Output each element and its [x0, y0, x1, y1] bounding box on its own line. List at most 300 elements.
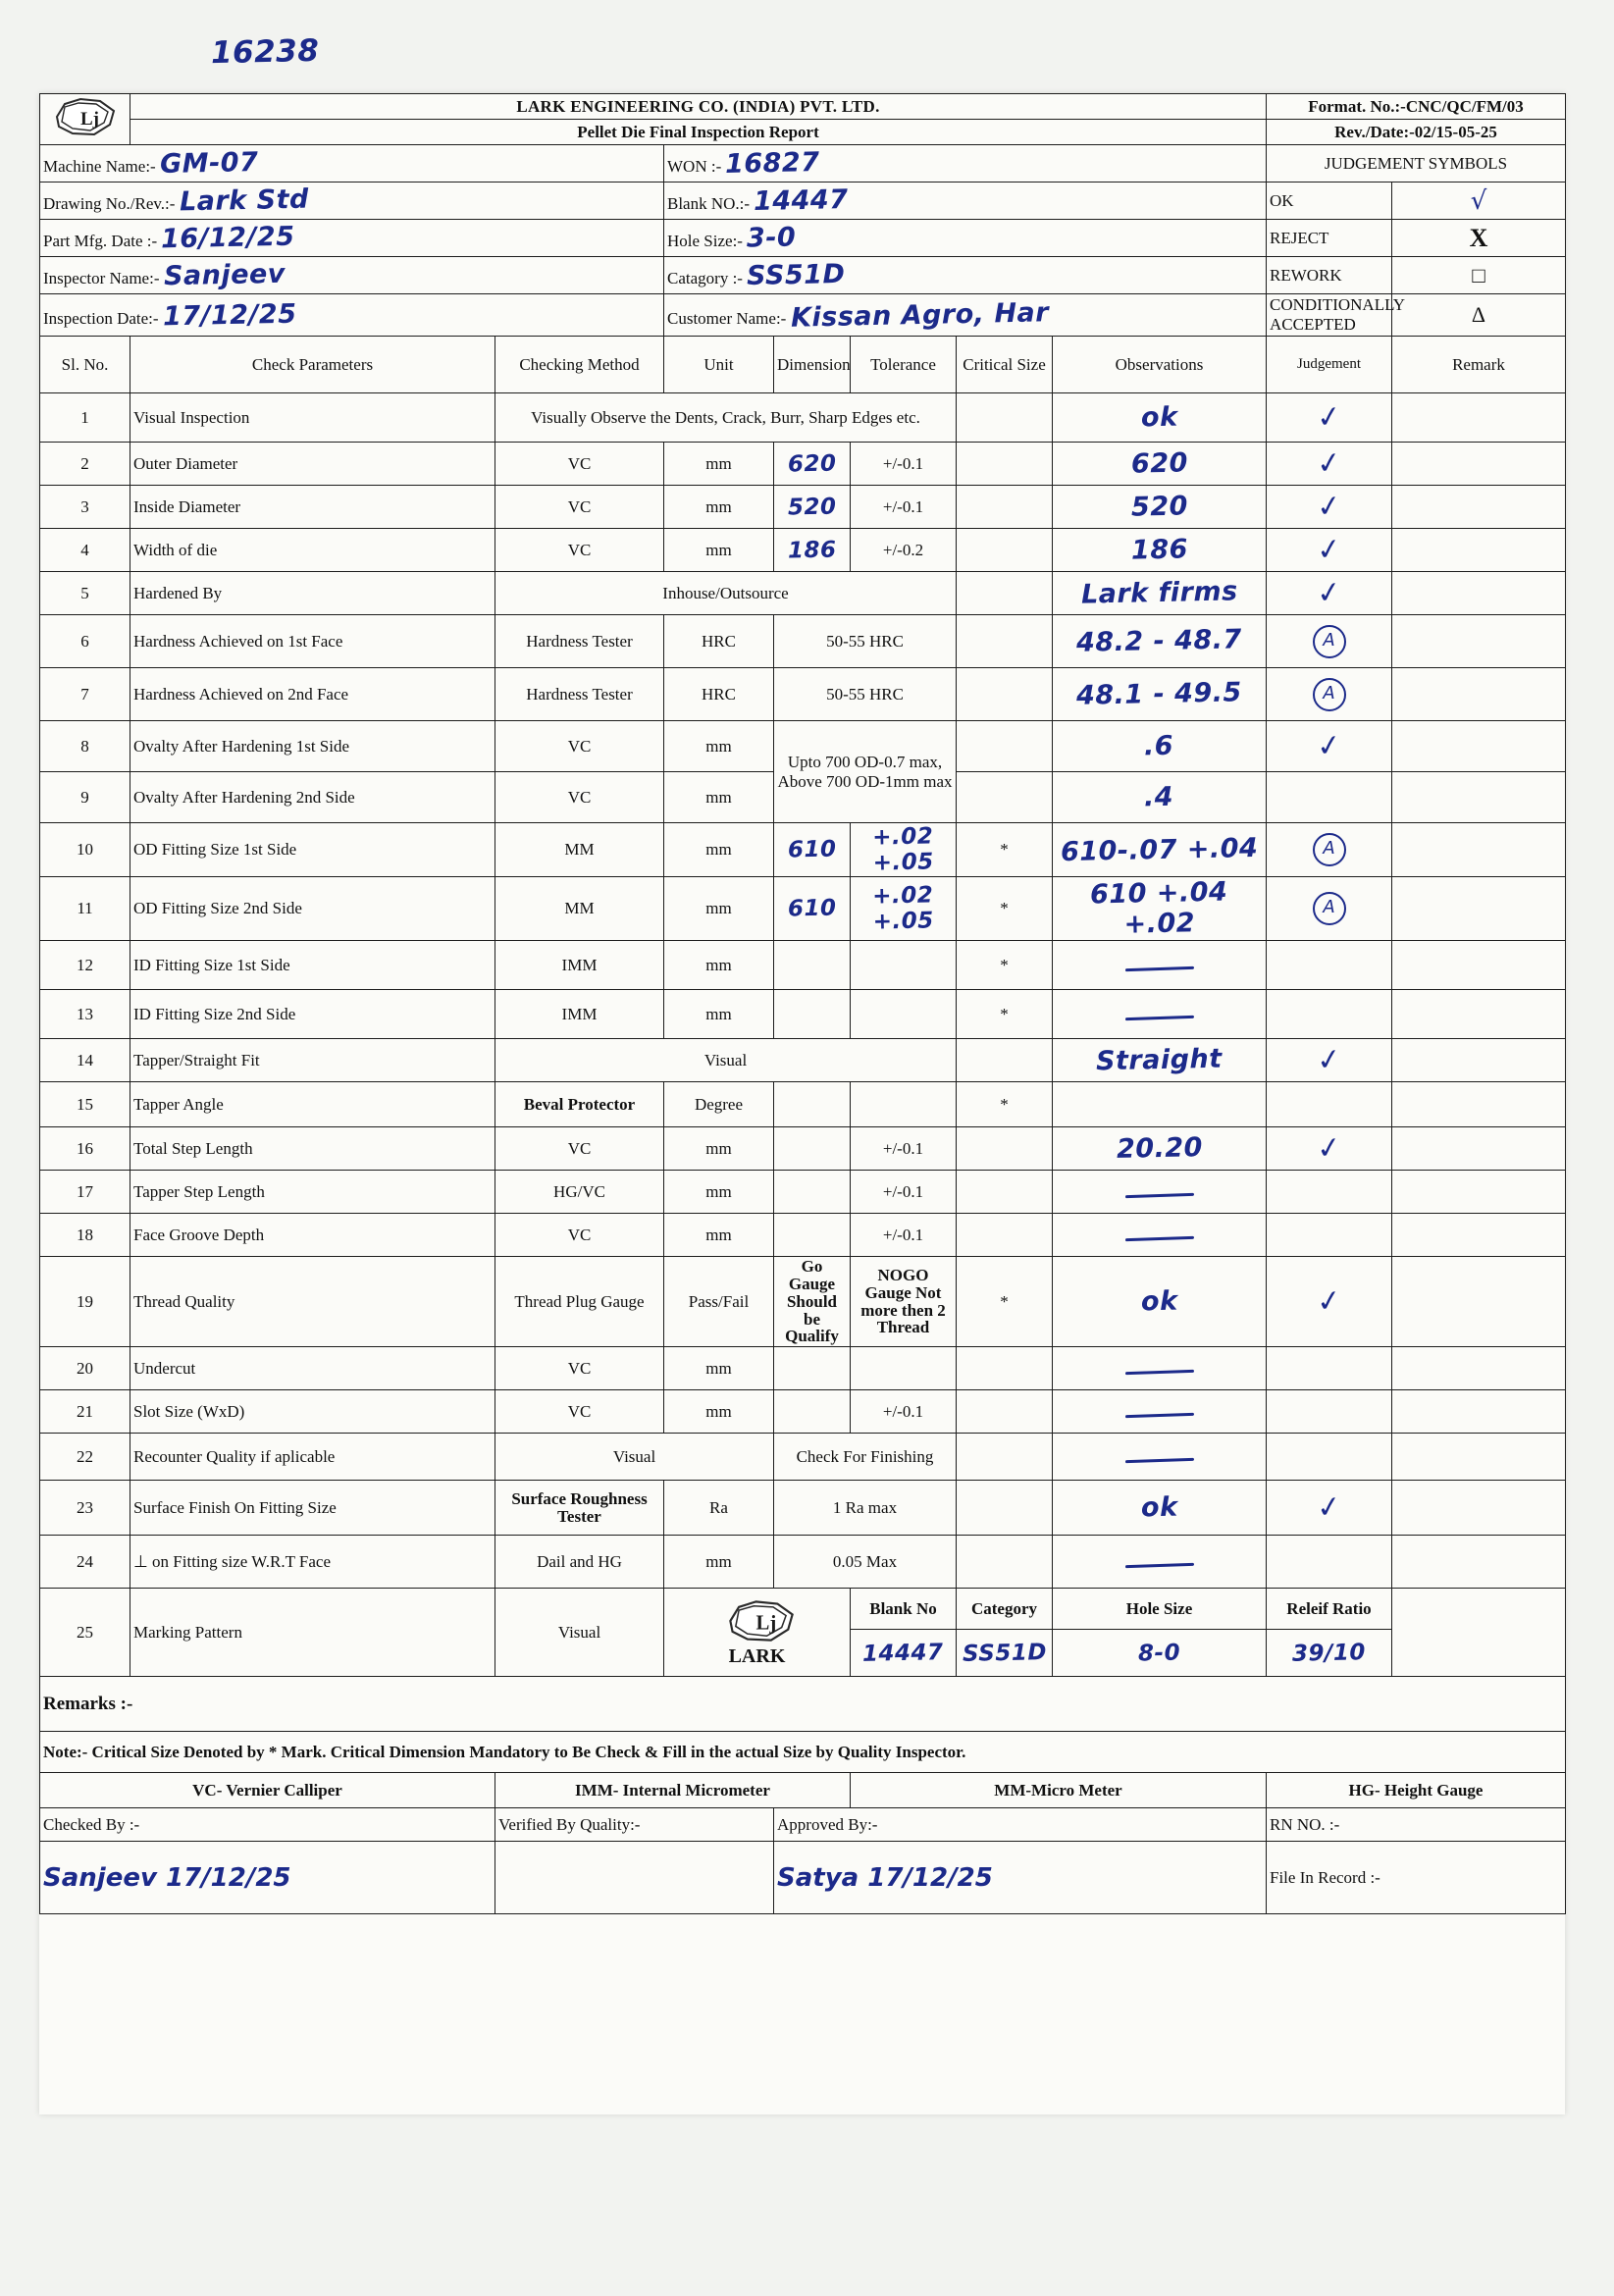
cell-observation: .4 — [1053, 772, 1267, 823]
table-row — [40, 1481, 1566, 1536]
cell-tolerance: +/-0.1 — [851, 1171, 957, 1214]
cell-sl: 2 — [40, 443, 130, 486]
judgement-reject-symbol: X — [1392, 220, 1566, 257]
cell-observation — [1053, 1434, 1267, 1481]
cell-tolerance — [851, 990, 957, 1039]
cell-judgement: ✓ — [1267, 721, 1392, 772]
cell-observation: ok — [1053, 1257, 1267, 1347]
cell-unit: HRC — [664, 668, 774, 721]
cell-critical — [957, 1536, 1053, 1589]
table-row — [40, 990, 1566, 1039]
cell-param: Width of die — [130, 529, 495, 572]
col-param: Check Parameters — [130, 337, 495, 393]
cell-critical — [957, 1347, 1053, 1390]
cell-judgement: A — [1267, 823, 1392, 877]
cell-observation: ok — [1053, 1481, 1267, 1536]
cell-observation: 186 — [1053, 529, 1267, 572]
cell-remark — [1392, 668, 1566, 721]
value-drawing-no: Lark Std — [179, 183, 309, 218]
cell-dimension: 620 — [774, 443, 851, 486]
cell-remark — [1392, 393, 1566, 443]
cell-sl: 23 — [40, 1481, 130, 1536]
value-inspector-name: Sanjeev — [163, 258, 286, 292]
cell-param: Outer Diameter — [130, 443, 495, 486]
cell-sl: 14 — [40, 1039, 130, 1082]
cell-dimension: Go Gauge Should be Qualify — [774, 1257, 851, 1347]
table-row — [40, 877, 1566, 941]
meta-hole-size: Hole Size:- 3-0 — [664, 220, 1267, 257]
cell-critical — [957, 1214, 1053, 1257]
cell-critical: * — [957, 1257, 1053, 1347]
marking-value-blank-no: 14447 — [851, 1630, 957, 1677]
cell-sl: 9 — [40, 772, 130, 823]
cell-unit: Degree — [664, 1082, 774, 1127]
table-row — [40, 529, 1566, 572]
cell-method-span: Visual — [495, 1434, 774, 1481]
cell-sl: 20 — [40, 1347, 130, 1390]
cell-sl: 12 — [40, 941, 130, 990]
col-remark: Remark — [1392, 337, 1566, 393]
signature-checked-by: Sanjeev 17/12/25 — [40, 1842, 495, 1914]
cell-remark — [1392, 877, 1566, 941]
cell-remark — [1392, 572, 1566, 615]
judgement-rework-label: REWORK — [1267, 257, 1392, 294]
judgement-conditional-label: CONDITIONALLY ACCEPTED — [1267, 294, 1392, 337]
cell-sl: 21 — [40, 1390, 130, 1434]
cell-observation: .6 — [1053, 721, 1267, 772]
cell-unit: Pass/Fail — [664, 1257, 774, 1347]
judgement-ok-symbol: √ — [1392, 183, 1566, 220]
judgement-symbols-title: JUDGEMENT SYMBOLS — [1267, 145, 1566, 183]
meta-blank-no: Blank NO.:- 14447 — [664, 183, 1267, 220]
cell-dimension: 520 — [774, 486, 851, 529]
cell-remark — [1392, 1171, 1566, 1214]
marking-header-category: Category — [957, 1589, 1053, 1630]
cell-critical: * — [957, 1082, 1053, 1127]
cell-remark — [1392, 486, 1566, 529]
signoff-verified-by-label: Verified By Quality:- — [495, 1808, 774, 1842]
cell-param: ID Fitting Size 1st Side — [130, 941, 495, 990]
meta-customer-name: Customer Name:- Kissan Agro, Har — [664, 294, 1267, 337]
cell-judgement — [1267, 1434, 1392, 1481]
signature-verified-by — [495, 1842, 774, 1914]
cell-method: VC — [495, 772, 664, 823]
cell-dimension — [774, 941, 851, 990]
value-won: 16827 — [725, 146, 821, 181]
marking-header-releif-ratio: Releif Ratio — [1267, 1589, 1392, 1630]
cell-param: Ovalty After Hardening 1st Side — [130, 721, 495, 772]
cell-method: VC — [495, 721, 664, 772]
cell-unit: Ra — [664, 1481, 774, 1536]
svg-text:Lj: Lj — [79, 109, 99, 130]
cell-judgement — [1267, 1347, 1392, 1390]
cell-dimension — [774, 990, 851, 1039]
cell-param: Ovalty After Hardening 2nd Side — [130, 772, 495, 823]
cell-param: OD Fitting Size 2nd Side — [130, 877, 495, 941]
cell-remark — [1392, 823, 1566, 877]
cell-span-text: Visually Observe the Dents, Crack, Burr, Sharp Edges etc. — [495, 393, 957, 443]
cell-method: VC — [495, 529, 664, 572]
cell-dimension — [774, 1082, 851, 1127]
cell-judgement: ✓ — [1267, 1481, 1392, 1536]
cell-sl: 11 — [40, 877, 130, 941]
cell-param: Tapper/Straight Fit — [130, 1039, 495, 1082]
cell-remark — [1392, 721, 1566, 772]
cell-param: Recounter Quality if aplicable — [130, 1434, 495, 1481]
format-number: Format. No.:-CNC/QC/FM/03 — [1267, 94, 1566, 120]
company-name: LARK ENGINEERING CO. (INDIA) PVT. LTD. — [130, 94, 1267, 120]
table-row — [40, 721, 1566, 772]
value-hole-size: 3-0 — [746, 222, 797, 254]
cell-sl: 7 — [40, 668, 130, 721]
cell-span-text: Visual — [495, 1039, 957, 1082]
judgement-rework-symbol: □ — [1392, 257, 1566, 294]
meta-category: Catagory :- SS51D — [664, 257, 1267, 294]
cell-critical — [957, 1039, 1053, 1082]
cell-tolerance: +/-0.1 — [851, 486, 957, 529]
value-blank-no: 14447 — [753, 183, 850, 218]
cell-critical — [957, 1171, 1053, 1214]
value-machine-name: GM-07 — [159, 146, 259, 181]
col-observations: Observations — [1053, 337, 1267, 393]
value-inspection-date: 17/12/25 — [162, 298, 297, 332]
cell-critical — [957, 1434, 1053, 1481]
cell-judgement: ✓ — [1267, 572, 1392, 615]
marking-logo-cell — [664, 1589, 851, 1677]
svg-text:Lj: Lj — [755, 1612, 776, 1635]
cell-critical — [957, 486, 1053, 529]
legend-vc: VC- Vernier Calliper — [40, 1773, 495, 1808]
cell-tolerance: +/-0.1 — [851, 1390, 957, 1434]
cell-observation: 48.2 - 48.7 — [1053, 615, 1267, 668]
table-row — [40, 941, 1566, 990]
cell-method: MM — [495, 877, 664, 941]
cell-remark — [1392, 529, 1566, 572]
cell-unit: mm — [664, 1536, 774, 1589]
cell-remark — [1392, 443, 1566, 486]
cell-param: Face Groove Depth — [130, 1214, 495, 1257]
cell-sl: 18 — [40, 1214, 130, 1257]
cell-unit: mm — [664, 1214, 774, 1257]
cell-observation — [1053, 1347, 1267, 1390]
marking-value-category: SS51D — [957, 1630, 1053, 1677]
judgement-conditional-symbol: Δ — [1392, 294, 1566, 337]
cell-remark — [1392, 1039, 1566, 1082]
col-dimension: Dimension — [774, 337, 851, 393]
col-unit: Unit — [664, 337, 774, 393]
cell-tolerance — [851, 1082, 957, 1127]
table-row — [40, 393, 1566, 443]
cell-method: Beval Protector — [495, 1082, 664, 1127]
cell-remark — [1392, 772, 1566, 823]
cell-tolerance-span: Check For Finishing — [774, 1434, 957, 1481]
legend-hg: HG- Height Gauge — [1267, 1773, 1566, 1808]
table-row — [40, 1171, 1566, 1214]
cell-judgement: ✓ — [1267, 443, 1392, 486]
judgement-reject-label: REJECT — [1267, 220, 1392, 257]
cell-remark — [1392, 1434, 1566, 1481]
cell-judgement — [1267, 1082, 1392, 1127]
cell-observation — [1053, 990, 1267, 1039]
cell-remark — [1392, 1214, 1566, 1257]
cell-dimension — [774, 1214, 851, 1257]
cell-param: Undercut — [130, 1347, 495, 1390]
handwritten-top-number: 16238 — [210, 32, 320, 72]
cell-method: VC — [495, 1390, 664, 1434]
meta-drawing-no: Drawing No./Rev.:- Lark Std — [40, 183, 664, 220]
col-judgement: Judgement — [1267, 337, 1392, 393]
remarks-row: Remarks :- — [40, 1677, 1566, 1732]
signature-approved-by: Satya 17/12/25 — [774, 1842, 1267, 1914]
cell-unit: mm — [664, 941, 774, 990]
table-row — [40, 668, 1566, 721]
table-row — [40, 1390, 1566, 1434]
lark-logo-icon — [723, 1597, 792, 1641]
table-row-marking — [40, 1589, 1566, 1630]
legend-imm: IMM- Internal Micrometer — [495, 1773, 851, 1808]
signoff-row — [40, 1808, 1566, 1842]
cell-method: Visual — [495, 1589, 664, 1677]
file-in-record-label: File In Record :- — [1267, 1842, 1566, 1914]
cell-critical — [957, 721, 1053, 772]
cell-judgement — [1267, 941, 1392, 990]
cell-param: ⊥ on Fitting size W.R.T Face — [130, 1536, 495, 1589]
value-part-mfg-date: 16/12/25 — [161, 221, 296, 255]
value-category: SS51D — [746, 258, 846, 292]
cell-critical — [957, 772, 1053, 823]
cell-unit: mm — [664, 529, 774, 572]
cell-observation: 520 — [1053, 486, 1267, 529]
table-row — [40, 615, 1566, 668]
cell-sl: 15 — [40, 1082, 130, 1127]
cell-method: Surface Roughness Tester — [495, 1481, 664, 1536]
cell-method: IMM — [495, 941, 664, 990]
cell-judgement: ✓ — [1267, 393, 1392, 443]
table-row — [40, 1434, 1566, 1481]
cell-judgement — [1267, 1536, 1392, 1589]
cell-judgement — [1267, 772, 1392, 823]
cell-sl: 6 — [40, 615, 130, 668]
cell-dimension: 610 — [774, 877, 851, 941]
cell-method: Hardness Tester — [495, 615, 664, 668]
cell-sl: 19 — [40, 1257, 130, 1347]
meta-machine-name: Machine Name:- GM-07 — [40, 145, 664, 183]
cell-judgement: ✓ — [1267, 486, 1392, 529]
legend-mm: MM-Micro Meter — [851, 1773, 1267, 1808]
cell-sl: 3 — [40, 486, 130, 529]
table-row — [40, 1257, 1566, 1347]
cell-tolerance: +/-0.1 — [851, 1214, 957, 1257]
table-row — [40, 1347, 1566, 1390]
cell-remark — [1392, 1127, 1566, 1171]
cell-observation: 620 — [1053, 443, 1267, 486]
cell-tolerance: NOGO Gauge Not more then 2 Thread — [851, 1257, 957, 1347]
cell-param: Marking Pattern — [130, 1589, 495, 1677]
cell-remark — [1392, 1390, 1566, 1434]
critical-size-note: Note:- Critical Size Denoted by * Mark. Critical Dimension Mandatory to Be Check & Fill in the actual Size by Quality Inspector. — [40, 1732, 1566, 1773]
meta-inspector-name: Inspector Name:- Sanjeev — [40, 257, 664, 294]
cell-observation: 48.1 - 49.5 — [1053, 668, 1267, 721]
cell-tolerance: +/-0.2 — [851, 529, 957, 572]
cell-tolerance-span: 0.05 Max — [774, 1536, 957, 1589]
cell-param: Tapper Angle — [130, 1082, 495, 1127]
cell-tolerance: +/-0.1 — [851, 443, 957, 486]
cell-dimension — [774, 1347, 851, 1390]
cell-sl: 13 — [40, 990, 130, 1039]
cell-method: VC — [495, 443, 664, 486]
cell-param: Hardened By — [130, 572, 495, 615]
cell-method: VC — [495, 1347, 664, 1390]
cell-method: MM — [495, 823, 664, 877]
col-tolerance: Tolerance — [851, 337, 957, 393]
table-row — [40, 1214, 1566, 1257]
lark-logo-icon — [51, 95, 120, 138]
cell-observation: Straight — [1053, 1039, 1267, 1082]
cell-method: Hardness Tester — [495, 668, 664, 721]
cell-method: VC — [495, 486, 664, 529]
report-header-table — [39, 93, 1566, 1914]
cell-judgement — [1267, 1171, 1392, 1214]
cell-sl: 24 — [40, 1536, 130, 1589]
marking-value-hole-size: 8-0 — [1053, 1630, 1267, 1677]
cell-judgement: A — [1267, 877, 1392, 941]
cell-param: Tapper Step Length — [130, 1171, 495, 1214]
cell-critical — [957, 572, 1053, 615]
cell-judgement: ✓ — [1267, 529, 1392, 572]
cell-tolerance — [851, 1347, 957, 1390]
signoff-checked-by-label: Checked By :- — [40, 1808, 495, 1842]
cell-param: Hardness Achieved on 2nd Face — [130, 668, 495, 721]
cell-param: Hardness Achieved on 1st Face — [130, 615, 495, 668]
meta-won: WON :- 16827 — [664, 145, 1267, 183]
cell-dimension: 186 — [774, 529, 851, 572]
cell-unit: mm — [664, 443, 774, 486]
cell-unit: mm — [664, 877, 774, 941]
cell-dimension — [774, 1171, 851, 1214]
inspection-report-sheet — [39, 93, 1565, 2114]
cell-judgement — [1267, 1214, 1392, 1257]
value-customer-name: Kissan Agro, Har — [790, 296, 1049, 334]
cell-param: Visual Inspection — [130, 393, 495, 443]
cell-sl: 22 — [40, 1434, 130, 1481]
cell-remark — [1392, 1481, 1566, 1536]
cell-critical: * — [957, 823, 1053, 877]
cell-unit: mm — [664, 486, 774, 529]
meta-inspection-date: Inspection Date:- 17/12/25 — [40, 294, 664, 337]
cell-judgement: ✓ — [1267, 1039, 1392, 1082]
cell-unit: mm — [664, 1127, 774, 1171]
cell-critical — [957, 1127, 1053, 1171]
cell-remark — [1392, 615, 1566, 668]
cell-critical: * — [957, 990, 1053, 1039]
table-row — [40, 1536, 1566, 1589]
cell-unit: mm — [664, 1171, 774, 1214]
cell-param: Slot Size (WxD) — [130, 1390, 495, 1434]
cell-unit: mm — [664, 772, 774, 823]
cell-tolerance: +.02 +.05 — [851, 877, 957, 941]
cell-tolerance — [851, 941, 957, 990]
cell-param: OD Fitting Size 1st Side — [130, 823, 495, 877]
col-sl: Sl. No. — [40, 337, 130, 393]
cell-critical — [957, 1390, 1053, 1434]
cell-judgement: A — [1267, 668, 1392, 721]
cell-remark — [1392, 990, 1566, 1039]
cell-tolerance-span: 1 Ra max — [774, 1481, 957, 1536]
cell-critical: * — [957, 941, 1053, 990]
signoff-rn-no-label: RN NO. :- — [1267, 1808, 1566, 1842]
cell-observation: 20.20 — [1053, 1127, 1267, 1171]
cell-remark — [1392, 941, 1566, 990]
cell-unit: mm — [664, 990, 774, 1039]
cell-observation: 610 +.04 +.02 — [1053, 877, 1267, 941]
cell-remark — [1392, 1082, 1566, 1127]
cell-observation — [1053, 1214, 1267, 1257]
table-column-header — [40, 337, 1566, 393]
cell-sl: 25 — [40, 1589, 130, 1677]
table-row — [40, 1082, 1566, 1127]
cell-judgement — [1267, 990, 1392, 1039]
cell-critical — [957, 393, 1053, 443]
cell-unit: HRC — [664, 615, 774, 668]
cell-critical — [957, 668, 1053, 721]
cell-remark — [1392, 1257, 1566, 1347]
marking-header-blank-no: Blank No — [851, 1589, 957, 1630]
marking-value-releif-ratio: 39/10 — [1267, 1630, 1392, 1677]
cell-critical: * — [957, 877, 1053, 941]
cell-tolerance: +/-0.1 — [851, 1127, 957, 1171]
cell-sl: 8 — [40, 721, 130, 772]
cell-sl: 5 — [40, 572, 130, 615]
cell-sl: 10 — [40, 823, 130, 877]
signoff-approved-by-label: Approved By:- — [774, 1808, 1267, 1842]
table-row — [40, 443, 1566, 486]
cell-dimension — [774, 1127, 851, 1171]
col-method: Checking Method — [495, 337, 664, 393]
cell-judgement: ✓ — [1267, 1257, 1392, 1347]
cell-unit: mm — [664, 721, 774, 772]
cell-method: VC — [495, 1127, 664, 1171]
legend-row — [40, 1773, 1566, 1808]
rev-date: Rev./Date:-02/15-05-25 — [1267, 120, 1566, 145]
cell-observation — [1053, 1171, 1267, 1214]
cell-observation — [1053, 1536, 1267, 1589]
meta-part-mfg-date: Part Mfg. Date :- 16/12/25 — [40, 220, 664, 257]
ovalty-note: Upto 700 OD-0.7 max, Above 700 OD-1mm max — [774, 721, 957, 823]
cell-observation — [1053, 1082, 1267, 1127]
table-row — [40, 572, 1566, 615]
cell-remark — [1392, 1536, 1566, 1589]
cell-judgement: A — [1267, 615, 1392, 668]
cell-observation — [1053, 941, 1267, 990]
cell-method: Dail and HG — [495, 1536, 664, 1589]
cell-sl: 17 — [40, 1171, 130, 1214]
marking-brand: LARK — [728, 1644, 786, 1667]
cell-unit: mm — [664, 1347, 774, 1390]
cell-method: VC — [495, 1214, 664, 1257]
cell-method: HG/VC — [495, 1171, 664, 1214]
cell-observation: 610-.07 +.04 — [1053, 823, 1267, 877]
cell-tolerance: +.02 +.05 — [851, 823, 957, 877]
company-logo — [40, 94, 130, 145]
judgement-ok-label: OK — [1267, 183, 1392, 220]
cell-critical — [957, 443, 1053, 486]
cell-tolerance-span: 50-55 HRC — [774, 615, 957, 668]
cell-critical — [957, 529, 1053, 572]
cell-method: Thread Plug Gauge — [495, 1257, 664, 1347]
cell-tolerance-span: 50-55 HRC — [774, 668, 957, 721]
cell-sl: 16 — [40, 1127, 130, 1171]
cell-param: Inside Diameter — [130, 486, 495, 529]
